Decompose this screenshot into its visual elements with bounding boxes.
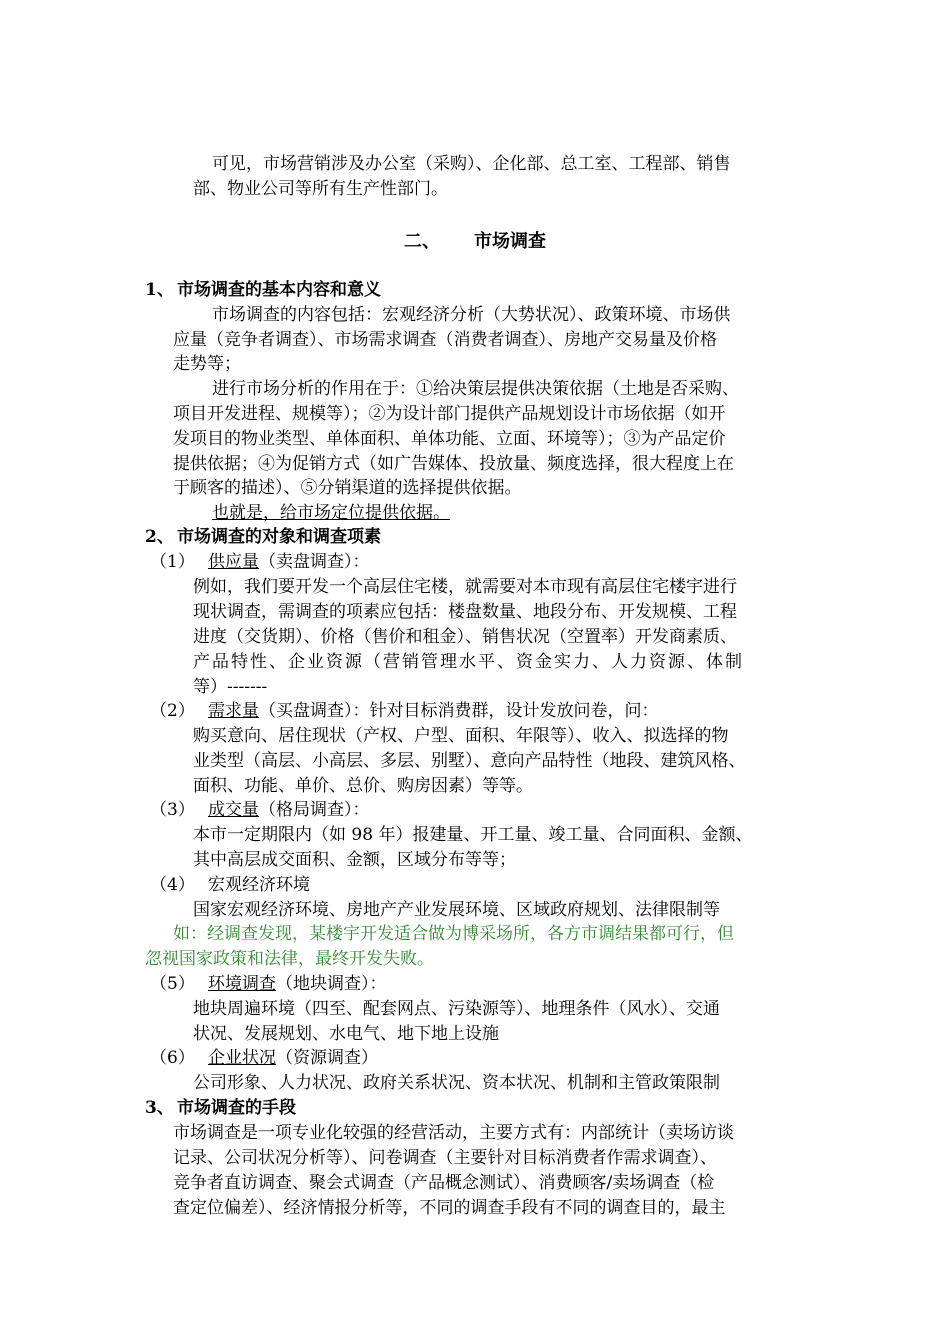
s3-body-4: 查定位偏差）、经济情报分析等，不同的调查手段有不同的调查目的，最主 (173, 1198, 726, 1218)
s1-p1-line-1: 市场调查的内容包括：宏观经济分析（大势状况）、政策环境、市场供 (212, 305, 731, 325)
item-1-body-5: 等）------- (193, 677, 268, 697)
s1-p2-line-4: 提供依据；④为促销方式（如广告媒体、投放量、频度选择，很大程度上在 (173, 454, 734, 474)
item-2-body-1: 购买意向、居住现状（产权、户型、面积、年限等）、收入、拟选择的物 (193, 726, 729, 746)
item-4-body-1: 国家宏观经济环境、房地产产业发展环境、区域政府规划、法律限制等 (193, 900, 720, 920)
item-2-heading: （2） 需求量（买盘调查）：针对目标消费群，设计发放问卷，问： (150, 701, 659, 721)
s1-p2-line-3: 发项目的物业类型、单体面积、单体功能、立面、环境等）；③为产品定价 (173, 429, 726, 449)
subsection-3-heading (145, 1096, 296, 1120)
item-3-body-2: 其中高层成交面积、金额，区域分布等等； (193, 850, 516, 870)
item-4-heading: （4） 宏观经济环境 (150, 875, 310, 895)
subsection-2-heading (145, 525, 381, 549)
item-1-body-1: 例如，我们要开发一个高层住宅楼，就需要对本市现有高层住宅楼宇进行 (193, 577, 737, 597)
intro-line-1: 可见，市场营销涉及办公室（采购）、企化部、总工室、工程部、销售 (212, 154, 731, 174)
note-line-2: 忽视国家政策和法律，最终开发失败。 (145, 949, 434, 969)
note-line-1: 如：经调查发现，某楼宇开发适合做为博采场所，各方市调结果都可行，但 (173, 924, 734, 944)
item-1-heading: （1） 供应量（卖盘调查）： (150, 552, 370, 572)
item-2-body-3: 面积、功能、单价、总价、购房因素）等等。 (193, 776, 533, 796)
item-3-heading: （3） 成交量（格局调查）： (150, 800, 370, 820)
s1-p2-line-2: 项目开发进程、规模等）；②为设计部门提供产品规划设计市场依据（如开 (173, 404, 726, 424)
item-3-term: 成交量 (208, 800, 259, 820)
section-number: 二、 (404, 231, 440, 252)
item-3-body-1: 本市一定期限内（如 98 年）报建量、开工量、竣工量、合同面积、金额、 (193, 825, 753, 845)
s1-p2-line-1: 进行市场分析的作用在于：①给决策层提供决策依据（土地是否采购、 (212, 379, 739, 399)
item-1-term: 供应量 (208, 552, 259, 572)
item-1-body-2: 现状调查，需调查的项素应包括：楼盘数量、地段分布、开发规模、工程 (193, 602, 737, 622)
subsection-2-title: 市场调查的对象和调查项素 (177, 527, 381, 547)
s1-p1-line-2: 应量（竞争者调查）、市场需求调查（消费者调查）、房地产交易量及价格 (173, 330, 717, 350)
s3-body-3: 竞争者直访调查、聚会式调查（产品概念测试）、消费顾客/卖场调查（检 (173, 1173, 715, 1193)
item-1-body-4: 产品特性、企业资源（营销管理水平、资金实力、人力资源、体制 (193, 652, 744, 672)
s3-body-2: 记录、公司状况分析等）、问卷调查（主要针对目标消费者作需求调查）、 (173, 1148, 717, 1168)
s1-p3: 也就是，给市场定位提供依据。 (212, 503, 450, 523)
subsection-1-heading (145, 278, 381, 302)
section-title: 市场调查 (474, 231, 546, 252)
subsection-1-number: 1、 (145, 280, 174, 300)
item-6-term: 企业状况 (208, 1048, 276, 1068)
item-6-body-1: 公司形象、人力状况、政府关系状况、资本状况、机制和主管政策限制 (193, 1073, 720, 1093)
subsection-1-title: 市场调查的基本内容和意义 (177, 280, 381, 300)
item-6-heading: （6） 企业状况（资源调查） (150, 1048, 378, 1068)
s1-p2-line-5: 于顾客的描述）、⑤分销渠道的选择提供依据。 (173, 478, 522, 498)
s1-p1-line-3: 走势等； (173, 354, 241, 374)
item-5-body-1: 地块周遍环境（四至、配套网点、污染源等）、地理条件（风水）、交通 (193, 999, 720, 1019)
section-heading (0, 230, 950, 254)
intro-line-2: 部、物业公司等所有生产性部门。 (193, 179, 448, 199)
item-5-heading: （5） 环境调查（地块调查）： (150, 974, 387, 994)
item-1-body-3: 进度（交货期）、价格（售价和租金）、销售状况（空置率）开发商素质、 (193, 627, 737, 647)
s3-body-1: 市场调查是一项专业化较强的经营活动，主要方式有：内部统计（卖场访谈 (173, 1123, 734, 1143)
subsection-3-title: 市场调查的手段 (177, 1098, 296, 1118)
item-2-body-2: 业类型（高层、小高层、多层、别墅）、意向产品特性（地段、建筑风格、 (193, 751, 746, 771)
item-5-body-2: 状况、发展规划、水电气、地下地上设施 (193, 1024, 499, 1044)
item-5-term: 环境调查 (208, 974, 276, 994)
subsection-2-number: 2、 (145, 527, 174, 547)
item-2-term: 需求量 (208, 701, 259, 721)
subsection-3-number: 3、 (145, 1098, 174, 1118)
